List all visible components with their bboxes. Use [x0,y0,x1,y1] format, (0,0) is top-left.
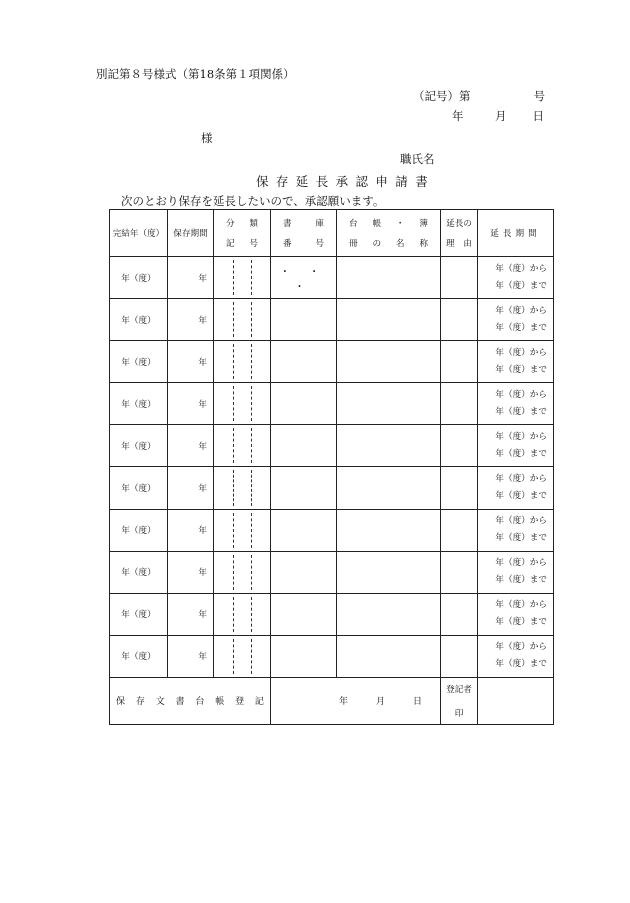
extension-from: 年（度）から [495,431,547,442]
extension-to: 年（度）まで [495,533,547,544]
row-register-name[interactable] [337,593,441,635]
extension-to: 年（度）まで [495,364,547,375]
row-completion-year[interactable]: 年（度） [110,299,168,341]
row-shelf-number[interactable] [271,635,337,677]
row-completion-year[interactable]: 年（度） [110,425,168,467]
row-completion-year[interactable]: 年（度） [110,593,168,635]
row-extension-period[interactable] [478,551,554,593]
registration-date[interactable]: 年 月 日 [271,677,441,724]
registrant-seal: 登記者 印 [441,677,478,724]
row-classification[interactable] [214,593,271,635]
row-register-name[interactable] [337,341,441,383]
row-retention-period[interactable]: 年 [168,383,214,425]
row-extension-period[interactable] [478,509,554,551]
row-register-name[interactable] [337,383,441,425]
row-register-name[interactable] [337,635,441,677]
extension-from: 年（度）から [495,474,547,485]
row-classification[interactable] [214,551,271,593]
row-extension-period[interactable] [478,383,554,425]
row-completion-year[interactable]: 年（度） [110,467,168,509]
table-row [110,257,554,299]
table-row [110,551,554,593]
table-row [110,299,554,341]
row-shelf-number[interactable] [271,425,337,467]
addressee: 様 [201,131,213,145]
extension-from: 年（度）から [495,558,547,569]
row-shelf-number[interactable] [271,593,337,635]
registration-row [110,677,554,724]
row-extension-period[interactable] [478,341,554,383]
date-day: 日 [532,109,544,123]
row-extension-period[interactable] [478,635,554,677]
row-completion-year[interactable]: 年（度） [110,635,168,677]
row-retention-period[interactable]: 年 [168,635,214,677]
row-extension-period[interactable] [478,467,554,509]
row-extension-period[interactable] [478,593,554,635]
extension-from: 年（度）から [495,600,547,611]
row-shelf-number[interactable] [271,341,337,383]
table-row [110,635,554,677]
extension-from: 年（度）から [495,642,547,653]
row-shelf-number[interactable] [271,551,337,593]
header-retention-period: 保存期間 [168,210,214,257]
registrant-signature[interactable] [478,677,554,724]
header-shelf-number: 書 庫 番 号 [271,210,337,257]
row-completion-year[interactable]: 年（度） [110,341,168,383]
row-register-name[interactable] [337,299,441,341]
row-shelf-number[interactable] [271,383,337,425]
extension-to: 年（度）まで [495,406,547,417]
row-retention-period[interactable]: 年 [168,467,214,509]
row-classification[interactable] [214,509,271,551]
table-row [110,593,554,635]
row-shelf-number[interactable] [271,509,337,551]
table-row [110,383,554,425]
row-completion-year[interactable]: 年（度） [110,551,168,593]
extension-to: 年（度）まで [495,280,547,291]
extension-to: 年（度）まで [495,575,547,586]
extension-from: 年（度）から [495,347,547,358]
row-retention-period[interactable]: 年 [168,593,214,635]
row-extension-reason[interactable] [441,341,478,383]
header-completion-year: 完結年（度） [110,210,168,257]
intro-text: 次のとおり保存を延長したいので、承認願います。 [121,194,385,208]
row-retention-period[interactable]: 年 [168,299,214,341]
row-register-name[interactable] [337,509,441,551]
row-shelf-number[interactable] [271,467,337,509]
table-row [110,341,554,383]
row-extension-reason[interactable] [441,551,478,593]
row-register-name[interactable] [337,467,441,509]
row-extension-reason[interactable] [441,509,478,551]
row-retention-period[interactable]: 年 [168,551,214,593]
row-retention-period[interactable]: 年 [168,341,214,383]
header-extension-reason: 延長の 理 由 [441,210,478,257]
row-register-name[interactable] [337,257,441,299]
row-retention-period[interactable]: 年 [168,257,214,299]
row-completion-year[interactable]: 年（度） [110,509,168,551]
form-label: 別記第８号様式（第18条第１項関係） [96,67,295,81]
doc-number-suffix: 号 [533,89,545,103]
row-extension-period[interactable] [478,257,554,299]
row-register-name[interactable] [337,551,441,593]
row-classification[interactable] [214,341,271,383]
applicant-label: 職氏名 [400,152,435,166]
header-extension-period: 延長期間 [478,210,554,257]
row-extension-reason[interactable] [441,635,478,677]
table-row [110,425,554,467]
date-year: 年 [452,109,464,123]
row-completion-year[interactable]: 年（度） [110,383,168,425]
row-retention-period[interactable]: 年 [168,425,214,467]
table-header-row [110,210,554,257]
header-classification: 分 類 記 号 [214,210,271,257]
row-extension-reason[interactable] [441,425,478,467]
row-register-name[interactable] [337,425,441,467]
row-classification[interactable] [214,635,271,677]
extension-to: 年（度）まで [495,617,547,628]
extension-table [109,209,554,725]
table-row [110,467,554,509]
row-extension-period[interactable] [478,425,554,467]
extension-to: 年（度）まで [495,659,547,670]
row-extension-reason[interactable] [441,467,478,509]
extension-to: 年（度）まで [495,322,547,333]
doc-number-prefix: （記号）第 [413,89,471,103]
extension-from: 年（度）から [495,516,547,527]
row-classification[interactable] [214,467,271,509]
extension-to: 年（度）まで [495,448,547,459]
extension-to: 年（度）まで [495,491,547,502]
row-retention-period[interactable]: 年 [168,509,214,551]
header-register-name: 台 帳 ・ 簿 冊 の 名 称 [337,210,441,257]
row-extension-reason[interactable] [441,383,478,425]
row-extension-reason[interactable] [441,299,478,341]
row-extension-reason[interactable] [441,257,478,299]
row-classification[interactable] [214,299,271,341]
date-month: 月 [495,109,507,123]
table-row [110,509,554,551]
row-classification[interactable] [214,383,271,425]
row-extension-period[interactable] [478,299,554,341]
row-shelf-number[interactable] [271,299,337,341]
row-extension-reason[interactable] [441,593,478,635]
extension-from: 年（度）から [495,305,547,316]
form-title: 保存延長承認申請書 [256,174,436,189]
row-shelf-number[interactable]: ・ ・ ・ [271,257,337,299]
registration-label: 保 存 文 書 台 帳 登 記 [110,677,271,724]
extension-from: 年（度）から [495,263,547,274]
extension-from: 年（度）から [495,389,547,400]
row-classification[interactable] [214,257,271,299]
row-classification[interactable] [214,425,271,467]
row-completion-year[interactable]: 年（度） [110,257,168,299]
